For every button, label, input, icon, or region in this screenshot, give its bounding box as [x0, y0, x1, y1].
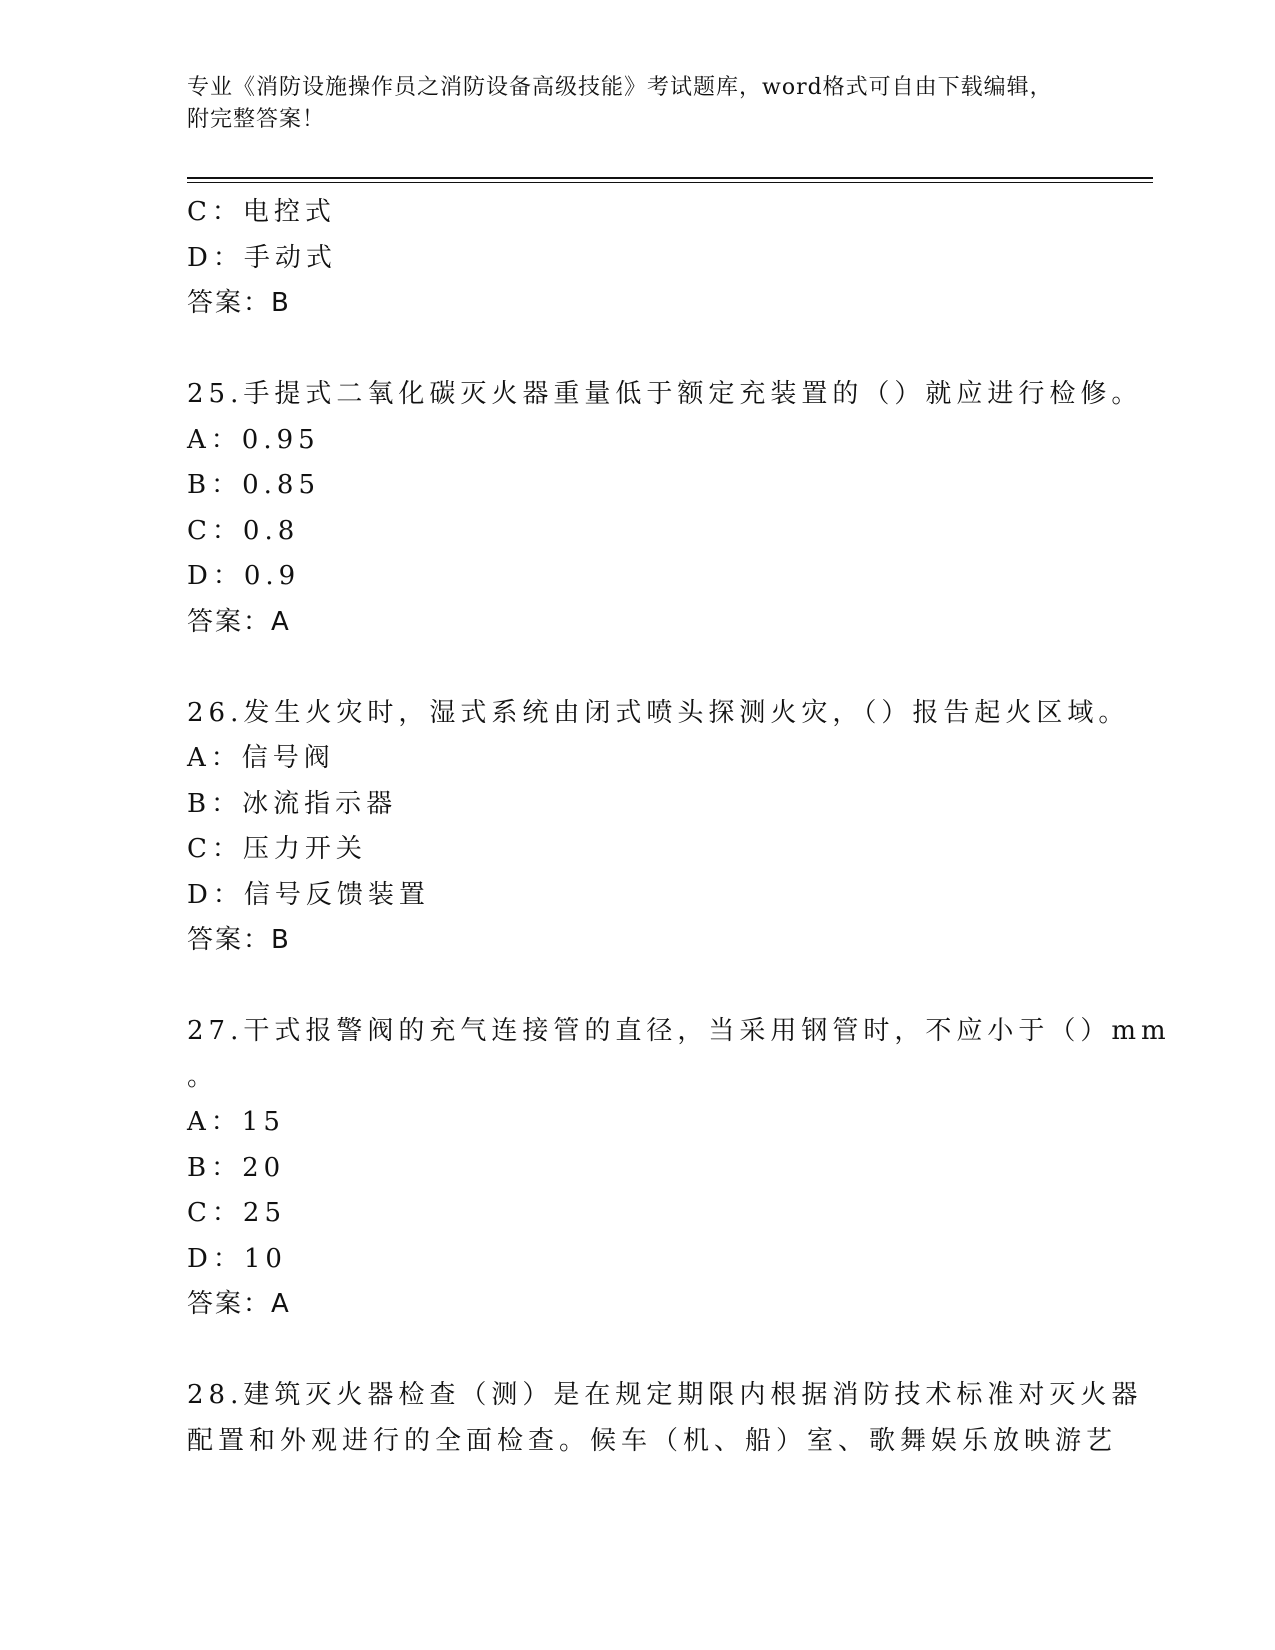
header-rule-thick: [187, 177, 1153, 179]
answer-line: 答案：A: [187, 606, 291, 637]
option-c: C：压力开关: [187, 834, 367, 864]
option-c: C：0.8: [187, 515, 300, 546]
option-d: D：10: [187, 1243, 287, 1274]
answer-line: 答案：B: [187, 925, 291, 955]
question-27-stem: 27.干式报警阀的充气连接管的直径，当采用钢管时，不应小于（）mm: [187, 1016, 1171, 1046]
option-c: C：电控式: [187, 197, 336, 227]
question-27-stem-continued: 。: [187, 1061, 219, 1092]
question-25-stem: 25.手提式二氧化碳灭火器重量低于额定充装置的（）就应进行检修。: [187, 379, 1143, 409]
question-body: [187, 190, 1171, 1464]
question-26-stem: 26.发生火灾时，湿式系统由闭式喷头探测火灾，（）报告起火区域。: [187, 697, 1130, 728]
question-28-stem-continued: 配置和外观进行的全面检查。候车（机、船）室、歌舞娱乐放映游艺: [187, 1425, 1118, 1456]
question-28-stem: 28.建筑灭火器检查（测）是在规定期限内根据消防技术标准对灭火器: [187, 1380, 1143, 1410]
option-d: D：手动式: [187, 242, 337, 273]
option-d: D：0.9: [187, 561, 301, 591]
answer-line: 答案：A: [187, 1289, 291, 1319]
option-c: C：25: [187, 1198, 286, 1228]
option-a: A：0.95: [187, 424, 320, 455]
option-b: B：冰流指示器: [187, 788, 398, 819]
option-b: B：0.85: [187, 470, 320, 500]
document-header: 专业《消防设施操作员之消防设备高级技能》考试题库，word格式可自由下载编辑，附完整答案！: [187, 75, 1053, 132]
option-d: D：信号反馈装置: [187, 879, 430, 910]
option-a: A：信号阀: [187, 743, 335, 773]
answer-line: 答案：B: [187, 288, 291, 318]
option-a: A：15: [187, 1107, 285, 1137]
header-rule-thin: [187, 182, 1153, 183]
option-b: B：20: [187, 1152, 286, 1183]
